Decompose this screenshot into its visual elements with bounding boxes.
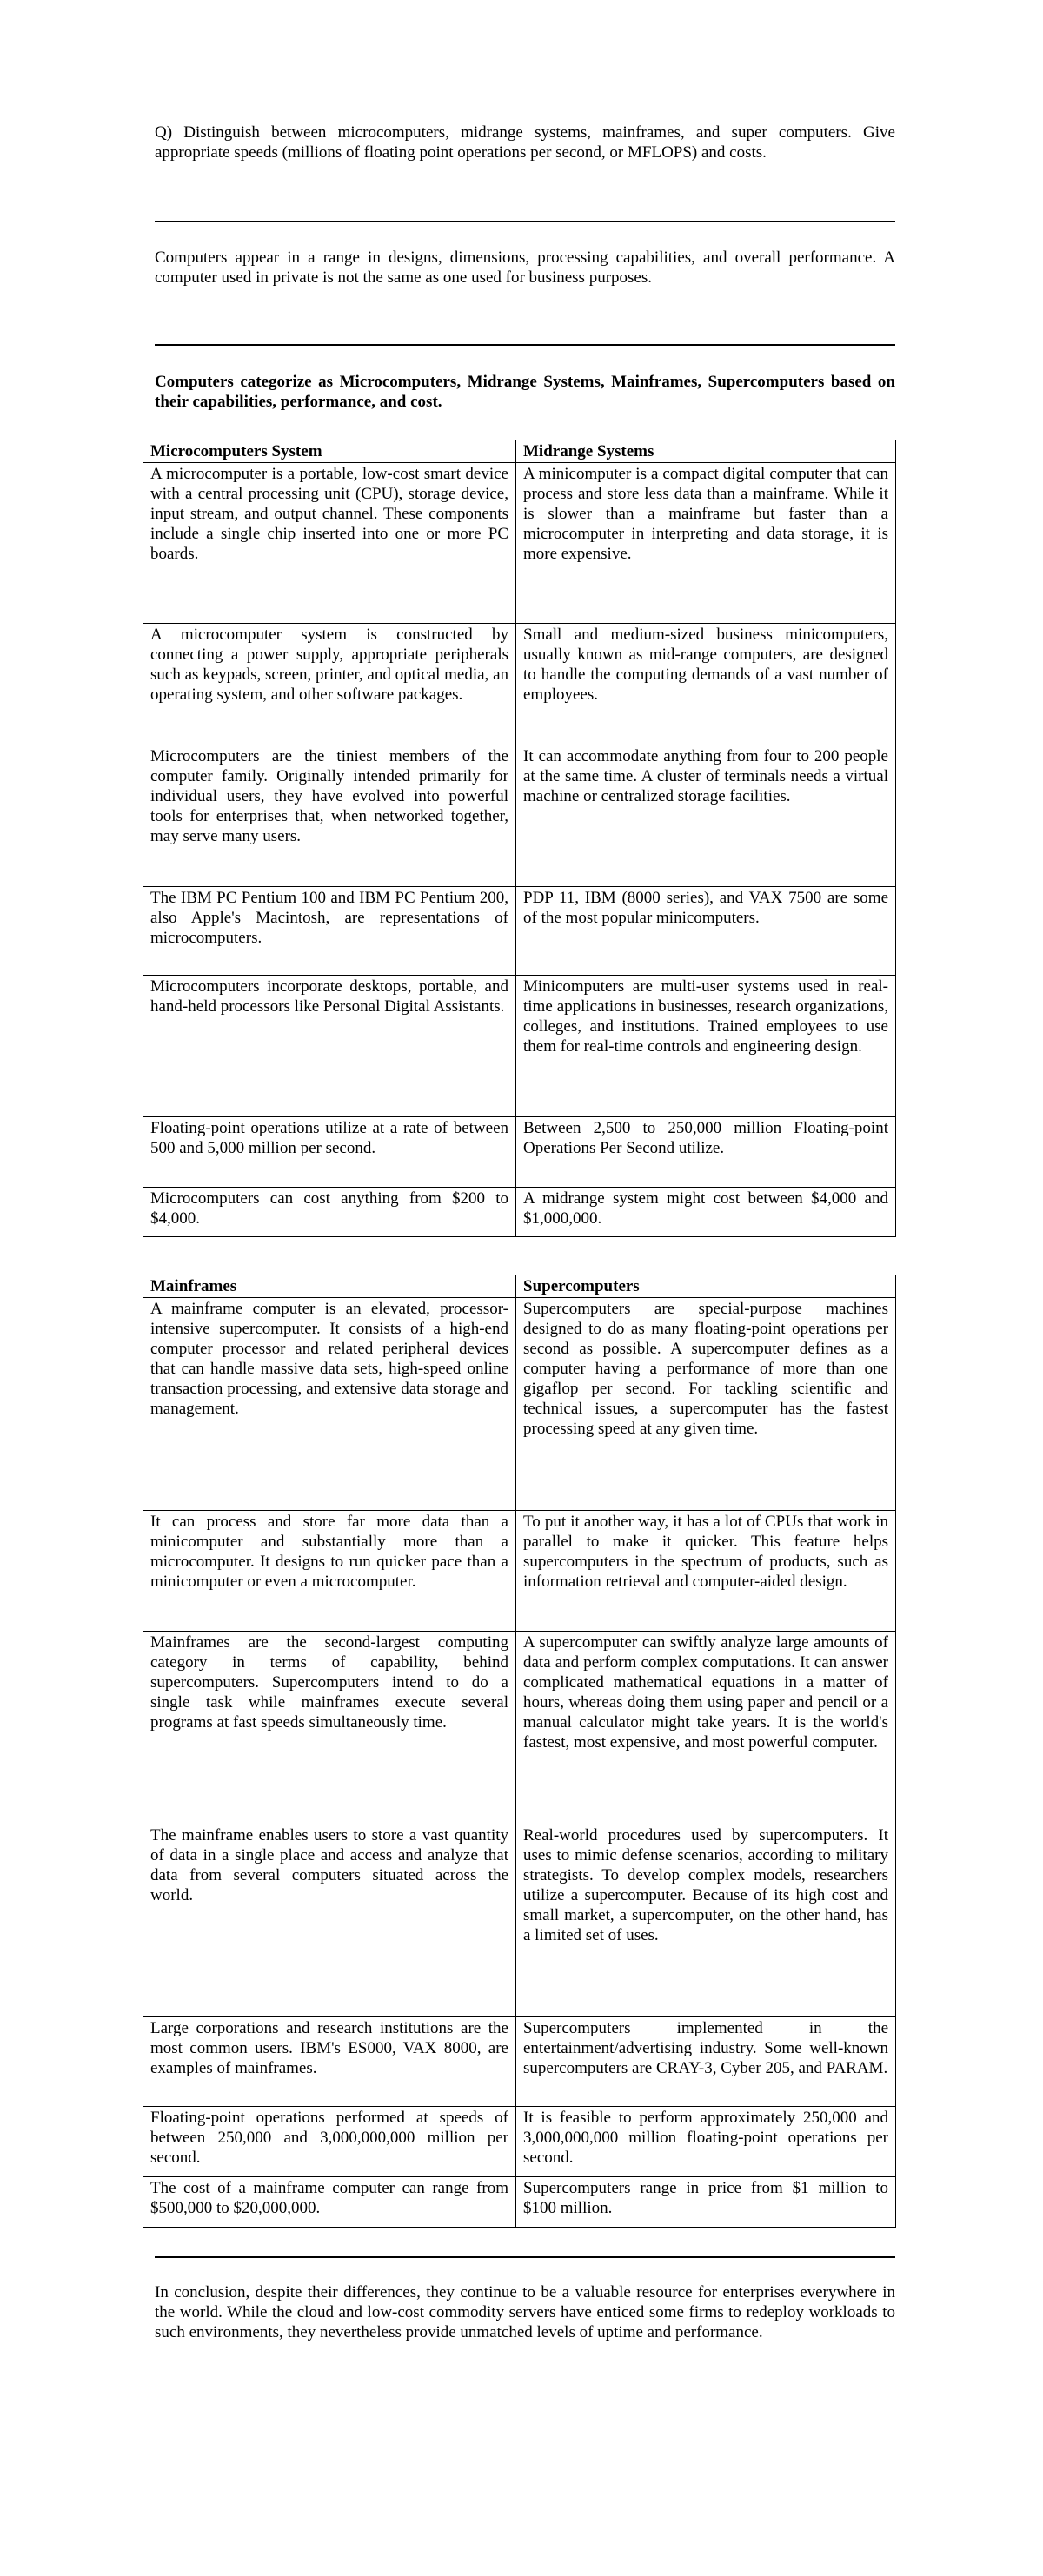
table-cell: Supercomputers are special-purpose machines designed to do as many floating-point operations per second as possible. A supercomputer defines as a computer having a performance of more than one gigaflop per second. For tackling scientific and technical issues, a supercomputer has the fastest processing speed at any given time. bbox=[516, 1298, 896, 1511]
comparison-table-mainframe-super bbox=[143, 1275, 896, 2228]
table-row bbox=[143, 2107, 896, 2177]
conclusion-paragraph: In conclusion, despite their differences, they continue to be a valuable resource for enterprises everywhere in the world. While the cloud and low-cost commodity servers have enticed some firms to redeploy workloads to such environments, they nevertheless provide unmatched levels of uptime and performance. bbox=[155, 2283, 895, 2341]
table-cell: To put it another way, it has a lot of CPUs that work in parallel to make it quicker. This feature helps supercomputers in the spectrum of products, such as information retrieval and computer-aided design. bbox=[516, 1511, 896, 1632]
divider bbox=[155, 221, 895, 222]
table-cell: Between 2,500 to 250,000 million Floating-point Operations Per Second utilize. bbox=[516, 1117, 896, 1188]
intro-paragraph: Computers appear in a range in designs, dimensions, processing capabilities, and overall performance. A computer used in private is not the same as one used for business purposes. bbox=[155, 248, 895, 287]
table-row bbox=[143, 1188, 896, 1237]
question-text: Q) Distinguish between microcomputers, midrange systems, mainframes, and super computers. Give appropriate speeds (millions of floating point operations per second, or MFLOPS) and costs. bbox=[155, 123, 895, 162]
table-cell: A microcomputer is a portable, low-cost smart device with a central processing unit (CPU), storage device, input stream, and output channel. These components include a single chip inserted into one or more PC boards. bbox=[143, 463, 516, 624]
table-row bbox=[143, 887, 896, 976]
divider bbox=[155, 2256, 895, 2258]
table-cell: Supercomputers range in price from $1 million to $100 million. bbox=[516, 2177, 896, 2228]
comparison-table-micro-midrange bbox=[143, 440, 896, 1237]
table-row bbox=[143, 624, 896, 745]
divider bbox=[155, 344, 895, 346]
table-cell: A mainframe computer is an elevated, processor-intensive supercomputer. It consists of a high-end computer processor and related peripheral devices that can handle massive data sets, high-speed online transaction processing, and extensive data storage and management. bbox=[143, 1298, 516, 1511]
table-row bbox=[143, 745, 896, 887]
table-row bbox=[143, 1632, 896, 1824]
table-cell: Floating-point operations utilize at a rate of between 500 and 5,000 million per second. bbox=[143, 1117, 516, 1188]
table-row bbox=[143, 2017, 896, 2107]
table-cell: Large corporations and research institutions are the most common users. IBM's ES000, VAX 8000, are examples of mainframes. bbox=[143, 2017, 516, 2107]
table-cell: PDP 11, IBM (8000 series), and VAX 7500 are some of the most popular minicomputers. bbox=[516, 887, 896, 976]
table-cell: The cost of a mainframe computer can range from $500,000 to $20,000,000. bbox=[143, 2177, 516, 2228]
column-header: Mainframes bbox=[143, 1275, 516, 1298]
column-header: Midrange Systems bbox=[516, 440, 896, 463]
table-row bbox=[143, 463, 896, 624]
table-cell: It is feasible to perform approximately 250,000 and 3,000,000,000 million floating-point operations per second. bbox=[516, 2107, 896, 2177]
table-cell: The IBM PC Pentium 100 and IBM PC Pentium 200, also Apple's Macintosh, are representations of microcomputers. bbox=[143, 887, 516, 976]
column-header: Supercomputers bbox=[516, 1275, 896, 1298]
table-cell: Microcomputers can cost anything from $200 to $4,000. bbox=[143, 1188, 516, 1237]
table-cell: Microcomputers incorporate desktops, portable, and hand-held processors like Personal Digital Assistants. bbox=[143, 976, 516, 1117]
table-cell: Microcomputers are the tiniest members of the computer family. Originally intended primarily for individual users, they have evolved into powerful tools for enterprises that, when networked together, may serve many users. bbox=[143, 745, 516, 887]
table-cell: A minicomputer is a compact digital computer that can process and store less data than a mainframe. While it is slower than a mainframe but faster than a microcomputer in interpreting and data storage, it is more expensive. bbox=[516, 463, 896, 624]
column-header: Microcomputers System bbox=[143, 440, 516, 463]
table-cell: A supercomputer can swiftly analyze large amounts of data and perform complex computations. It can answer complicated mathematical equations in a matter of hours, whereas doing them using paper and pencil or a manual calculator might take years. It is the world's fastest, most expensive, and most powerful computer. bbox=[516, 1632, 896, 1824]
table-row bbox=[143, 1824, 896, 2017]
table-cell: It can process and store far more data than a minicomputer and substantially more than a microcomputer. It designs to run quicker pace than a minicomputer or even a microcomputer. bbox=[143, 1511, 516, 1632]
table-row bbox=[143, 1511, 896, 1632]
table-cell: Mainframes are the second-largest computing category in terms of capability, behind supercomputers. Supercomputers intend to do a single task while mainframes execute several programs at fast speeds simultaneously time. bbox=[143, 1632, 516, 1824]
table-header-row bbox=[143, 440, 896, 463]
table-header-row bbox=[143, 1275, 896, 1298]
table-cell: Minicomputers are multi-user systems used in real-time applications in businesses, research organizations, colleges, and institutions. Trained employees to use them for real-time controls and engineering design. bbox=[516, 976, 896, 1117]
table-cell: Real-world procedures used by supercomputers. It uses to mimic defense scenarios, according to military strategists. To develop complex models, researchers utilize a supercomputer. Because of its high cost and small market, a supercomputer, on the other hand, has a limited set of uses. bbox=[516, 1824, 896, 2017]
table-cell: Floating-point operations performed at speeds of between 250,000 and 3,000,000,000 million per second. bbox=[143, 2107, 516, 2177]
table-row bbox=[143, 1117, 896, 1188]
section-heading: Computers categorize as Microcomputers, Midrange Systems, Mainframes, Supercomputers based on their capabilities, performance, and cost. bbox=[155, 373, 895, 411]
table-cell: A microcomputer system is constructed by connecting a power supply, appropriate peripherals such as keypads, screen, printer, and optical media, an operating system, and other software packages. bbox=[143, 624, 516, 745]
table-cell: A midrange system might cost between $4,000 and $1,000,000. bbox=[516, 1188, 896, 1237]
table-cell: Small and medium-sized business minicomputers, usually known as mid-range computers, are designed to handle the computing demands of a vast number of employees. bbox=[516, 624, 896, 745]
table-cell: Supercomputers implemented in the entertainment/advertising industry. Some well-known supercomputers are CRAY-3, Cyber 205, and PARAM. bbox=[516, 2017, 896, 2107]
table-cell: It can accommodate anything from four to 200 people at the same time. A cluster of terminals needs a virtual machine or centralized storage facilities. bbox=[516, 745, 896, 887]
table-cell: The mainframe enables users to store a vast quantity of data in a single place and access and analyze that data from several computers situated across the world. bbox=[143, 1824, 516, 2017]
table-row bbox=[143, 2177, 896, 2228]
table-row bbox=[143, 1298, 896, 1511]
table-row bbox=[143, 976, 896, 1117]
